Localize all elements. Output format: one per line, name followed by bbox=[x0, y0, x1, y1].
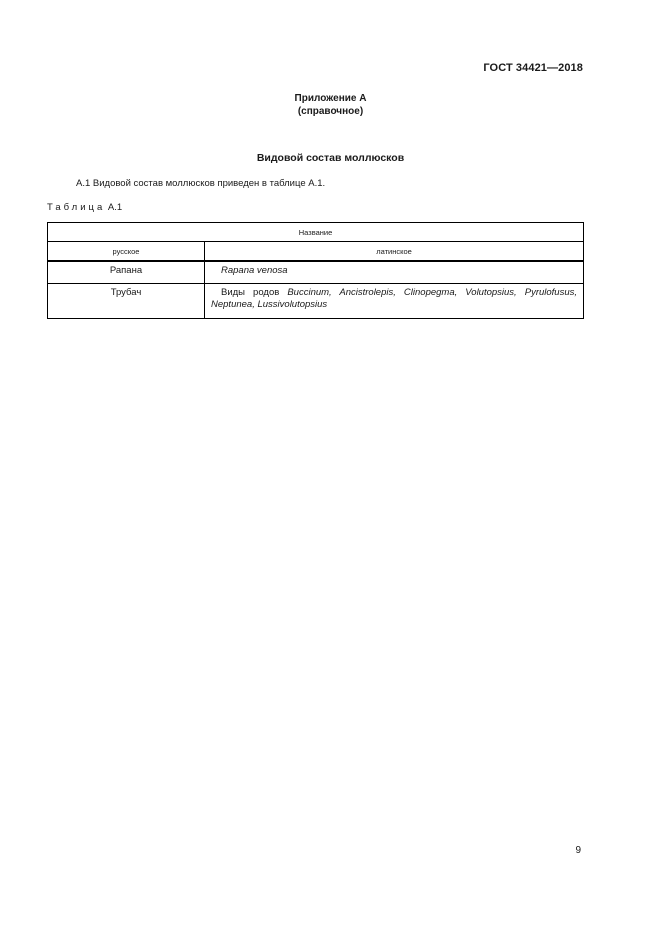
appendix-heading bbox=[0, 92, 661, 118]
cell-latin-name bbox=[205, 284, 584, 319]
intro-paragraph: А.1 Видовой состав моллюсков приведен в таблице А.1. bbox=[76, 178, 326, 189]
table-caption-word: Таблица bbox=[47, 202, 106, 213]
latin-genera: Buccinum, Ancistrolepis, Clinopegma, Volutopsius, Pyrulofusus, Neptunea, Lussivolutopsius bbox=[211, 287, 578, 310]
header-russian: русское bbox=[48, 242, 205, 262]
table-caption-number: А.1 bbox=[107, 202, 123, 213]
species-table bbox=[47, 222, 584, 319]
cell-russian-name: Трубач bbox=[48, 284, 205, 319]
cell-russian-name: Рапана bbox=[48, 261, 205, 284]
appendix-note: (справочное) bbox=[297, 106, 364, 117]
header-name: Название bbox=[48, 223, 584, 242]
table-caption bbox=[47, 202, 122, 213]
appendix-title: Видовой состав моллюсков bbox=[256, 152, 405, 164]
cell-latin-name bbox=[205, 261, 584, 284]
page-number: 9 bbox=[575, 845, 581, 856]
latin-prefix: Виды родов bbox=[221, 287, 288, 298]
header-latin: латинское bbox=[205, 242, 584, 262]
table-row bbox=[48, 284, 584, 319]
latin-species: Rapana venosa bbox=[221, 265, 288, 276]
document-code: ГОСТ 34421—2018 bbox=[483, 62, 583, 74]
appendix-label: Приложение А bbox=[294, 93, 367, 104]
table-row bbox=[48, 261, 584, 284]
